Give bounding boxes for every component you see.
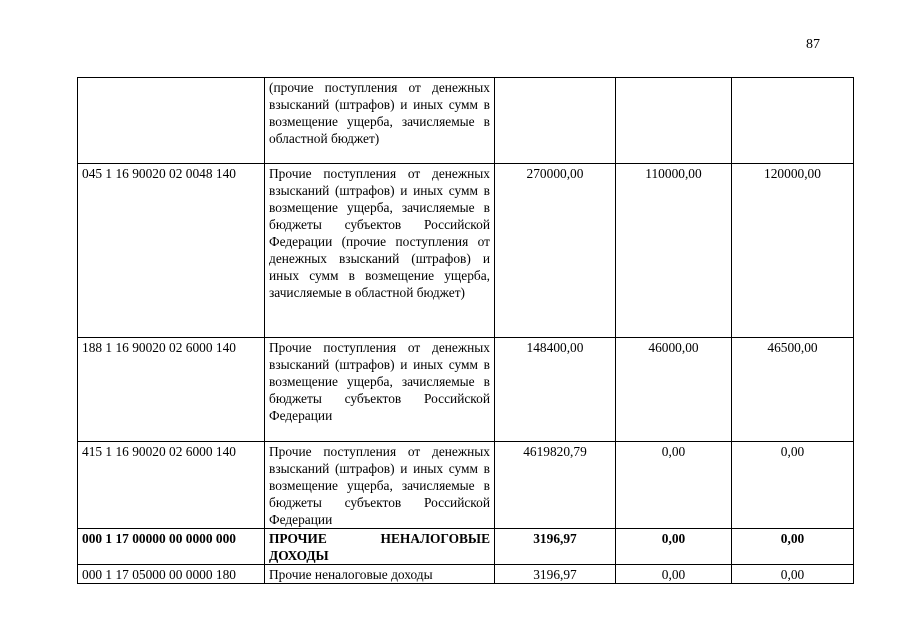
revenue-name-cell: Прочие поступления от денежных взысканий (штрафов) и иных сумм в возмещение ущерба, зачисляемые в бюджеты субъектов Российской Федерации — [265, 338, 495, 442]
table-row — [78, 565, 854, 584]
table-row — [78, 164, 854, 338]
table-row — [78, 78, 854, 164]
amount-cell-3: 120000,00 — [732, 164, 854, 338]
budget-code-cell: 045 1 16 90020 02 0048 140 — [78, 164, 265, 338]
revenue-table — [77, 77, 854, 584]
budget-code-cell: 000 1 17 05000 00 0000 180 — [78, 565, 265, 584]
table-row — [78, 442, 854, 529]
table-row — [78, 338, 854, 442]
table-row — [78, 529, 854, 565]
amount-cell-1: 270000,00 — [495, 164, 616, 338]
page-number: 87 — [806, 37, 820, 52]
amount-cell-2: 46000,00 — [616, 338, 732, 442]
amount-cell-2: 0,00 — [616, 442, 732, 529]
budget-code-cell: 000 1 17 00000 00 0000 000 — [78, 529, 265, 565]
budget-code-cell: 188 1 16 90020 02 6000 140 — [78, 338, 265, 442]
amount-cell-2: 0,00 — [616, 529, 732, 565]
revenue-name-cell: Прочие поступления от денежных взысканий (штрафов) и иных сумм в возмещение ущерба, зачисляемые в бюджеты субъектов Российской Федерации — [265, 442, 495, 529]
amount-cell-1: 4619820,79 — [495, 442, 616, 529]
amount-cell-1: 3196,97 — [495, 529, 616, 565]
amount-cell-2: 110000,00 — [616, 164, 732, 338]
budget-code-cell: 415 1 16 90020 02 6000 140 — [78, 442, 265, 529]
revenue-name-cell: Прочие неналоговые доходы — [265, 565, 495, 584]
amount-cell-1 — [495, 78, 616, 164]
revenue-name-cell: Прочие поступления от денежных взысканий (штрафов) и иных сумм в возмещение ущерба, зачисляемые в бюджеты субъектов Российской Федерации (прочие поступления от денежных взысканий (штрафов) и иных сумм в возмещение ущерба, зачисляемые в областной бюджет) — [265, 164, 495, 338]
amount-cell-2 — [616, 78, 732, 164]
amount-cell-3 — [732, 78, 854, 164]
amount-cell-3: 0,00 — [732, 442, 854, 529]
amount-cell-1: 148400,00 — [495, 338, 616, 442]
revenue-name-cell: (прочие поступления от денежных взысканий (штрафов) и иных сумм в возмещение ущерба, зачисляемые в областной бюджет) — [265, 78, 495, 164]
revenue-name-cell: ПРОЧИЕ НЕНАЛОГОВЫЕ ДОХОДЫ — [265, 529, 495, 565]
amount-cell-1: 3196,97 — [495, 565, 616, 584]
amount-cell-3: 46500,00 — [732, 338, 854, 442]
budget-code-cell — [78, 78, 265, 164]
amount-cell-3: 0,00 — [732, 565, 854, 584]
amount-cell-3: 0,00 — [732, 529, 854, 565]
amount-cell-2: 0,00 — [616, 565, 732, 584]
